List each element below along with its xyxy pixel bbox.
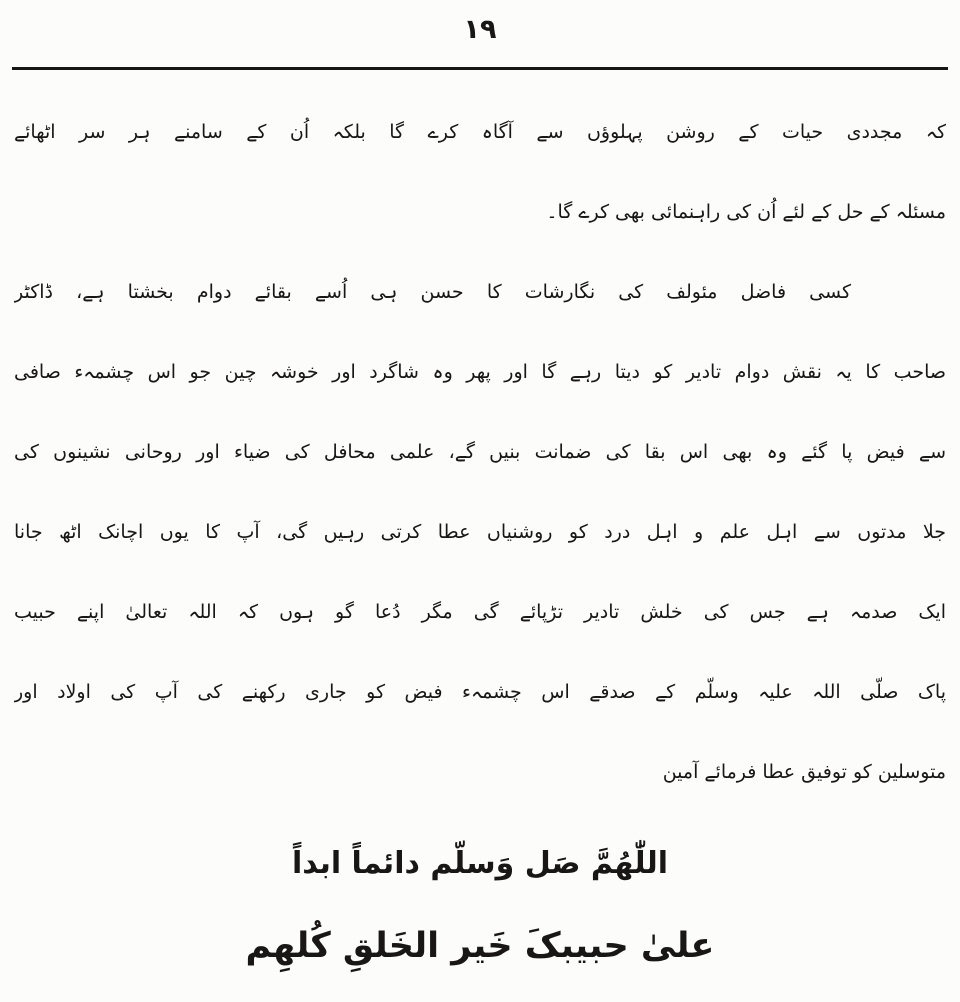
text-line: سے فیض پا گئے وہ بھی اس بقا کی ضمانت بنیں گے، علمی محافل کی ضیاء اور روحانی نشینوں کی [14, 441, 946, 463]
text-line: پاک صلّی اللہ علیہ وسلّم کے صدقے اس چشمہء فیض کو جاری رکھنے کی آپ کی اولاد اور [14, 681, 946, 703]
prayer-line-1: اللّٰهُمَّ صَل وَسلّم دائماً ابداً [291, 846, 669, 881]
text-line: جلا مدتوں سے اہل علم و اہل درد کو روشنیاں عطا کرتی رہیں گی، آپ کا یوں اچانک اٹھ جانا [14, 521, 946, 543]
text-line: کسی فاضل مئولف کی نگارشات کا حسن ہی اُسے بقائے دوام بخشتا ہے، ڈاکٹر [14, 281, 851, 303]
prayer-line-2: علیٰ حبیبکَ خَیر الخَلقِ کُلھِم [245, 926, 715, 966]
text-line: متوسلین کو توفیق عطا فرمائے آمین [662, 761, 946, 783]
text-line: ایک صدمہ ہے جس کی خلش تادیر تڑپائے گی مگر دُعا گو ہوں کہ اللہ تعالیٰ اپنے حبیب [14, 601, 946, 623]
text-line: صاحب کا یہ نقش دوام تادیر کو دیتا رہے گا اور پھر وہ شاگرد اور خوشہ چین جو اس چشمہء صافی [14, 361, 946, 383]
text-line: کہ مجددی حیات کے روشن پہلوؤں سے آگاہ کرے گا بلکہ اُن کے سامنے ہر سر اٹھائے [14, 121, 946, 143]
text-line: مسئلہ کے حل کے لئے اُن کی راہنمائی بھی کرے گا۔ [546, 201, 946, 223]
page-number: ۱۹ [463, 14, 497, 45]
body-text [0, 70, 960, 812]
closing-prayer [0, 824, 960, 988]
